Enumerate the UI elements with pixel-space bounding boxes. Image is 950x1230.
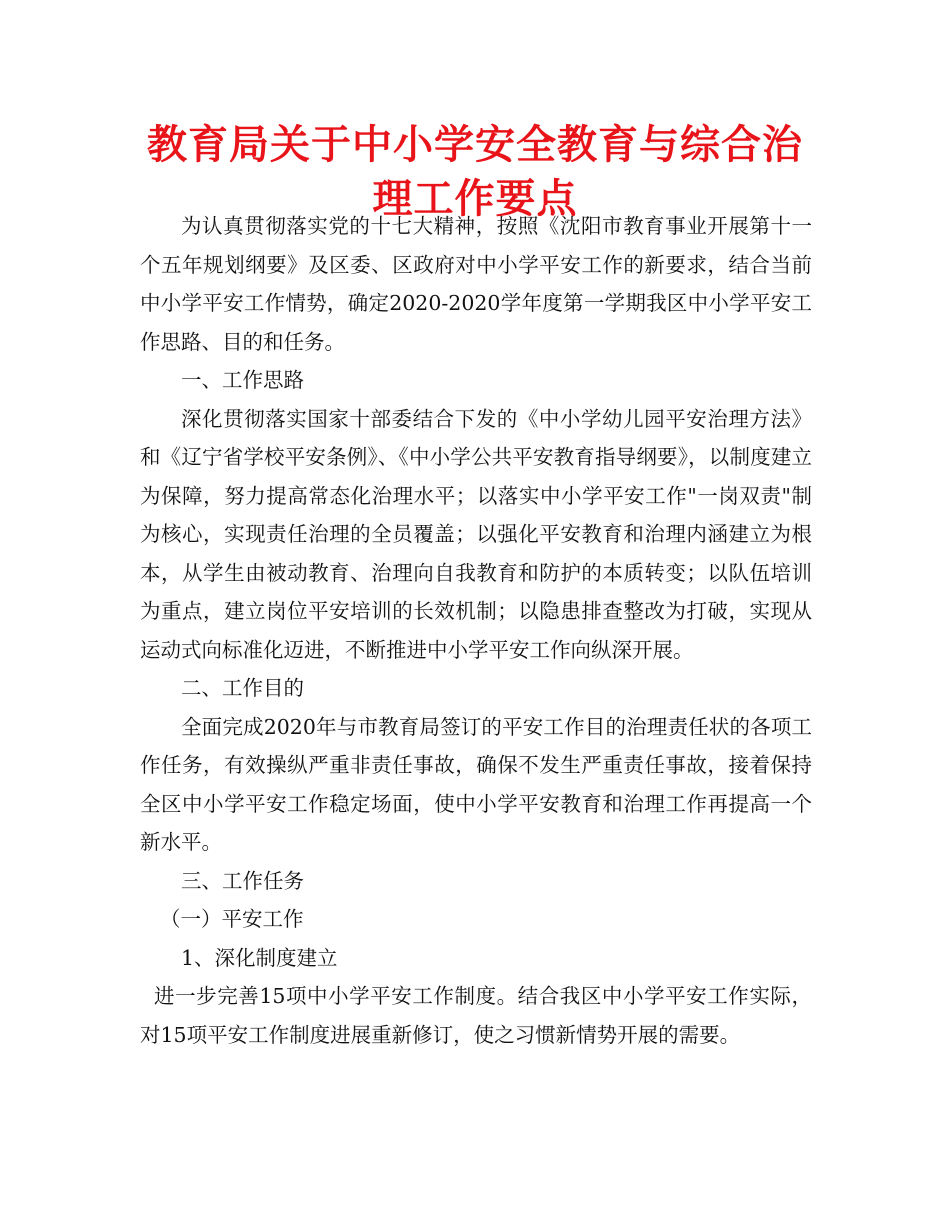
subsection-heading-safety-work: （一）平安工作 xyxy=(160,907,304,931)
section-heading-work-goals: 二、工作目的 xyxy=(181,676,304,700)
system-building-paragraph: 进一步完善15项中小学平安工作制度。结合我区中小学平安工作实际，对15项平安工作制度进展重新修订，使之习惯新情势开展的需要。 xyxy=(140,984,812,1047)
work-approach-paragraph: 深化贯彻落实国家十部委结合下发的《中小学幼儿园平安治理方法》和《辽宁省学校平安条例》、《中小学公共平安教育指导纲要》，以制度建立为保障，努力提高常态化治理水平；以落实中小学平安工作"一岗双责"制为核心，实现责任治理的全员覆盖；以强化平安教育和治理内涵建立为根本，从学生由被动教育、治理向自我教育和防护的本质转变；以队伍培训为重点，建立岗位平安培训的长效机制；以隐患排查整改为打破，实现从运动式向标准化迈进，不断推进中小学平安工作向纵深开展。 xyxy=(140,406,812,662)
intro-paragraph: 为认真贯彻落实党的十七大精神，按照《沈阳市教育事业开展第十一个五年规划纲要》及区委、区政府对中小学平安工作的新要求，结合当前中小学平安工作情势，确定2020-2020学年度第一学期我区中小学平安工作思路、目的和任务。 xyxy=(140,214,812,354)
section-heading-work-approach: 一、工作思路 xyxy=(181,368,304,392)
document-title: 教育局关于中小学安全教育与综合治理工作要点 xyxy=(147,122,803,222)
section-heading-work-tasks: 三、工作任务 xyxy=(181,868,304,893)
document-body xyxy=(140,207,812,1054)
work-goals-paragraph: 全面完成2020年与市教育局签订的平安工作目的治理责任状的各项工作任务，有效操纵严重非责任事故，确保不发生严重责任事故，接着保持全区中小学平安工作稳定场面，使中小学平安教育和治理工作再提高一个新水平。 xyxy=(140,714,812,854)
item-heading-system-building: 1、深化制度建立 xyxy=(181,945,338,970)
